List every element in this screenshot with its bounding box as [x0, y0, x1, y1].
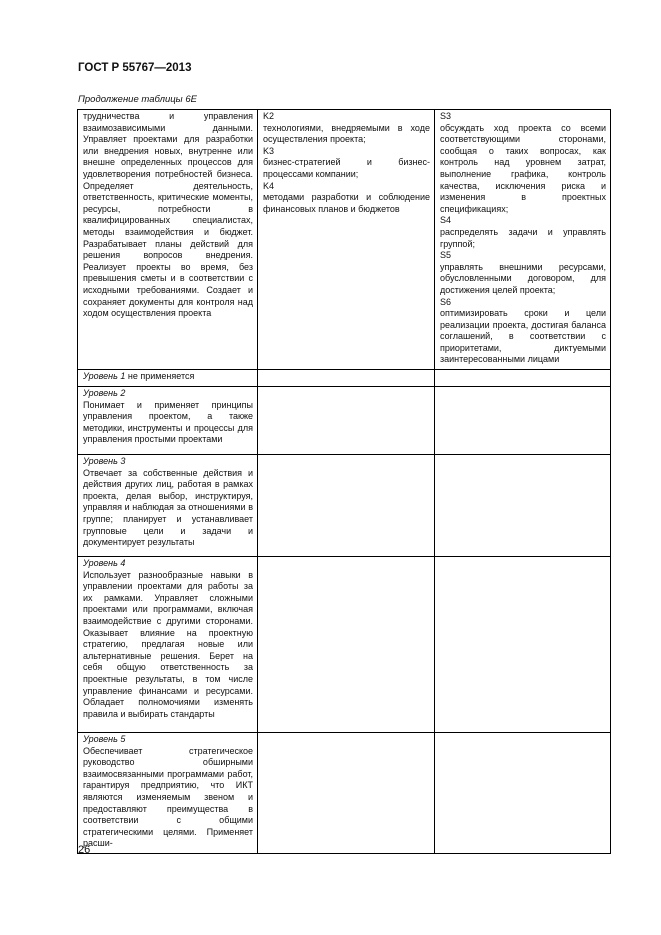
page-number: 26: [78, 844, 91, 856]
knowledge-text: бизнес-стратегией и бизнес-процессами компании;: [263, 157, 430, 179]
empty-cell: [435, 455, 611, 557]
skill-text: обсуждать ход проекта со всеми соответствующими сторонами, сообщая о таких вопросах, как контроль над уровнем затрат, выполнение графика, контроль качества, исключения риска и изменения в проектных спецификациях;: [440, 122, 606, 214]
table-row-level-2: [78, 387, 611, 455]
level-label: Уровень 2: [83, 388, 126, 399]
skill-code: S5: [440, 250, 452, 261]
description-cell: трудничества и управления взаимозависимыми данными. Управляет проектами для разработки или внедрения новых, внутренне или внешне определенных процессов для удовлетворения потребностей бизнеса. Определяет деятельность, ответственность, критические моменты, ресурсы, потребности в квалифицированных специалистах, методы взаимодействия и бюджет. Разрабатывает планы действий для решения вопросов внедрения. Реализует проекты во время, без превышения сметы и в соответствии с исходными требованиями. Создает и сохраняет документы для контроля над ходом осуществления проекта: [78, 110, 258, 370]
empty-cell: [435, 370, 611, 387]
skill-code: S3: [440, 111, 452, 121]
level-cell: [78, 557, 258, 733]
level-text: Использует разнообразные навыки в управлении проектами для работы за их рамками. Управляет сложными проектами или программами, включая взаимодействие с другими сторонами. Оказывает влияние на проектную стратегию, предлагая новые или альтернативные решения. Берет на себя общую ответственность за проектные результаты, в том числе управление финансами и ресурсами. Обладает полномочиями изменять правила и выбирать стандарты: [83, 569, 253, 719]
empty-cell: [435, 387, 611, 455]
skill-text: управлять внешними ресурсами, обусловленными договором, для достижения целей проекта;: [440, 261, 606, 295]
table-caption: Продолжение таблицы 6Е: [78, 94, 197, 105]
empty-cell: [258, 455, 435, 557]
knowledge-code: K3: [263, 145, 275, 156]
level-cell: [78, 733, 258, 854]
knowledge-code: K2: [263, 111, 275, 121]
empty-cell: [258, 387, 435, 455]
knowledge-code: K4: [263, 180, 275, 191]
skill-code: S6: [440, 296, 452, 307]
table-row-level-3: [78, 455, 611, 557]
skill-text: оптимизировать сроки и цели реализации проекта, достигая баланса соглашений, в соответствии с приоритетами, диктуемыми заинтересованными лицами: [440, 308, 606, 365]
table-row-intro: [78, 110, 611, 370]
knowledge-text: технологиями, внедряемыми в ходе осуществления проекта;: [263, 122, 430, 145]
level-label: Уровень 3: [83, 456, 126, 467]
empty-cell: [258, 557, 435, 733]
empty-cell: [435, 733, 611, 854]
level-text: Отвечает за собственные действия и действия других лиц, работая в рамках проекта, делая выбор, инструктируя, управляя и наблюдая за отношениями в группе; планирует и устанавливает групповые цели и задачи и документирует результаты: [83, 467, 253, 548]
skill-text: распределять задачи и управлять группой;: [440, 226, 606, 249]
level-text: Понимает и применяет принципы управления проектом, а также методики, инструменты и процессы для управления простыми проектами: [83, 399, 253, 445]
level-label: Уровень 4: [83, 558, 126, 569]
skill-code: S4: [440, 215, 452, 226]
table-row-level-5: [78, 733, 611, 854]
competence-table: [77, 109, 611, 854]
skills-cell: [435, 110, 611, 370]
knowledge-text: методами разработки и соблюдение финансовых планов и бюджетов: [263, 192, 430, 214]
level-cell: [78, 455, 258, 557]
document-header: ГОСТ Р 55767—2013: [78, 62, 192, 74]
level-cell: [78, 387, 258, 455]
level-inline-text: не применяется: [125, 371, 195, 382]
empty-cell: [435, 557, 611, 733]
empty-cell: [258, 370, 435, 387]
table-row-level-1: [78, 370, 611, 387]
empty-cell: [258, 733, 435, 854]
level-text: Обеспечивает стратегическое руководство обширными взаимосвязанными программами работ, гарантируя предприятию, что ИКТ являются изменяемым звеном и предоставляют преимущества в соответствии с общими стратегическими целями. Применяет расши-: [83, 745, 253, 849]
table-row-level-4: [78, 557, 611, 733]
level-label: Уровень 1: [83, 371, 126, 382]
knowledge-cell: [258, 110, 435, 370]
level-cell: [78, 370, 258, 387]
level-label: Уровень 5: [83, 734, 126, 745]
